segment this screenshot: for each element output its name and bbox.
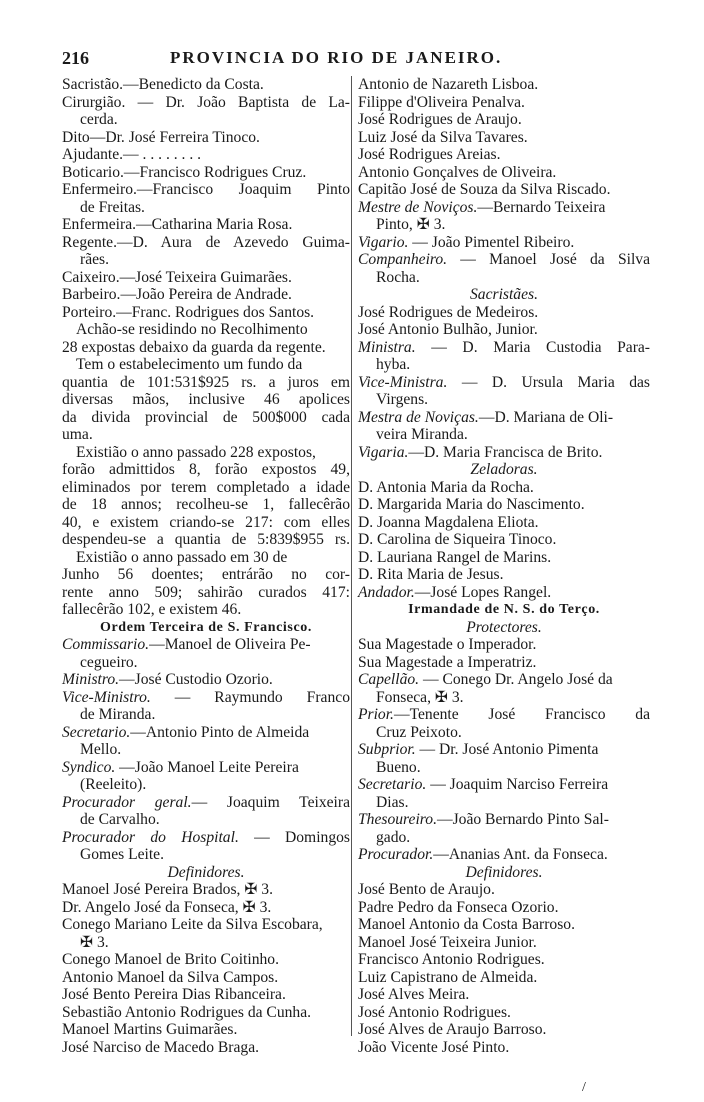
column-divider	[351, 76, 352, 1036]
role-title: Commissario.	[62, 636, 150, 653]
right-column-line: Prior.—Tenente José Francisco da	[358, 706, 650, 723]
left-column-line: cegueiro.	[80, 653, 138, 671]
left-column-line: rente anno 509; sahirão curados 417:	[62, 583, 350, 601]
left-column-line: 28 expostas debaixo da guarda da regente.	[62, 338, 326, 356]
right-column-line: Definidores.	[465, 863, 543, 881]
right-column-line: Irmandade de N. S. do Terço.	[408, 602, 600, 617]
right-column-line: Rocha.	[376, 268, 420, 286]
left-column-line: Enfermeira.—Catharina Maria Rosa.	[62, 216, 293, 233]
right-column-line: Padre Pedro da Fonseca Ozorio.	[358, 898, 559, 916]
role-title: Vice-Ministro.	[62, 688, 175, 706]
right-column-line: Sacristães.	[469, 286, 538, 303]
role-title: Prior.	[358, 706, 394, 723]
right-column-line: Dias.	[376, 793, 409, 811]
role-title: Syndico.	[62, 758, 120, 776]
right-column-line: Antonio de Nazareth Lisboa.	[358, 76, 539, 93]
left-column-line: Dr. Angelo José da Fonseca, ✠ 3.	[62, 898, 272, 916]
right-column-line: Cruz Peixoto.	[376, 723, 462, 741]
right-column	[358, 76, 650, 1056]
left-column-line: Tem o estabelecimento um fundo da	[76, 356, 303, 373]
left-column-line: Manoel Martins Guimarães.	[62, 1021, 238, 1038]
right-column-line: Companheiro. — Manoel José da Silva	[358, 251, 650, 268]
right-column-line: Secretario. — Joaquim Narciso Ferreira	[358, 776, 609, 793]
right-column-line: Zeladoras.	[470, 461, 538, 478]
left-column-line: José Narciso de Macedo Braga.	[62, 1038, 260, 1056]
left-column-line: Ministro.—José Custodio Ozorio.	[62, 671, 273, 688]
left-column-line: Porteiro.—Franc. Rodrigues dos Santos.	[62, 303, 315, 321]
right-column-line: Capellão. — Conego Dr. Angelo José da	[358, 671, 613, 688]
left-column-line: Existião o anno passado 228 expostos,	[76, 443, 316, 461]
role-title: Secretario.	[358, 776, 431, 793]
left-column-line: Procurador do Hospital. — Domingos	[62, 828, 350, 846]
right-column-line: veira Miranda.	[376, 426, 468, 443]
running-title: PROVINCIA DO RIO DE JANEIRO.	[170, 48, 503, 67]
left-column-line: (Reeleito).	[80, 776, 147, 793]
left-column-line: 40, e existem criando-se 217: com elles	[62, 513, 350, 531]
left-column-line: Sebastião Antonio Rodrigues da Cunha.	[62, 1003, 312, 1021]
role-title: Vice-Ministra.	[358, 373, 462, 391]
left-column-line: Cirurgião. — Dr. João Baptista de La-	[62, 93, 350, 111]
left-column-line: Vice-Ministro. — Raymundo Franco	[62, 688, 350, 706]
left-column-line: Barbeiro.—João Pereira de Andrade.	[62, 286, 292, 303]
right-column-line: Bueno.	[376, 758, 421, 776]
right-column-line: D. Lauriana Rangel de Marins.	[358, 548, 552, 566]
role-title: Procurador geral.	[62, 793, 192, 811]
right-column-line: José Alves Meira.	[358, 986, 470, 1003]
left-column-line: despendeu-se a quantia de 5:839$955 rs.	[62, 531, 350, 548]
left-column-line: forão admittidos 8, forão expostos 49,	[62, 461, 350, 478]
left-column-line: Antonio Manoel da Silva Campos.	[62, 968, 279, 986]
right-column-line: Virgens.	[376, 391, 429, 408]
right-column-line: gado.	[376, 828, 411, 846]
left-column-line: Existião o anno passado em 30 de	[76, 548, 288, 566]
left-column-line: ✠ 3.	[80, 933, 109, 951]
left-column-line: da divida provincial de 500$000 cada	[62, 408, 350, 426]
role-title: Capellão.	[358, 671, 423, 688]
left-column-line: uma.	[62, 426, 93, 443]
right-column-line: hyba.	[376, 356, 411, 373]
right-column-line: Francisco Antonio Rodrigues.	[358, 951, 545, 968]
left-column-line: José Bento Pereira Dias Ribanceira.	[62, 986, 286, 1003]
right-column-line: Protectores.	[466, 618, 542, 636]
right-column-line: José Antonio Rodrigues.	[358, 1003, 511, 1021]
left-column-line: de 18 annos; recolheu-se 1, fallecêrão	[62, 496, 350, 513]
left-column	[62, 76, 350, 1056]
left-column-line: Mello.	[80, 741, 122, 758]
right-column-line: D. Rita Maria de Jesus.	[358, 566, 504, 583]
role-title: Vigario.	[358, 233, 413, 251]
role-title: Ministra.	[358, 338, 432, 356]
right-column-line: Mestra de Noviças.—D. Mariana de Oli-	[358, 408, 614, 426]
role-title: Secretario.	[62, 723, 131, 741]
right-column-line: Ministra. — D. Maria Custodia Para-	[358, 338, 650, 356]
right-column-line: Sua Magestade a Imperatriz.	[358, 653, 537, 671]
role-title: Procurador.	[358, 846, 434, 863]
right-column-line: Manoel Antonio da Costa Barroso.	[358, 916, 575, 933]
role-title: Thesoureiro.	[358, 811, 437, 828]
left-column-line: rães.	[80, 251, 110, 268]
right-column-line: Thesoureiro.—João Bernardo Pinto Sal-	[358, 811, 609, 828]
running-header	[62, 48, 552, 72]
left-column-line: Achão-se residindo no Recolhimento	[76, 321, 308, 338]
left-column-line: Conego Mariano Leite da Silva Escobara,	[62, 916, 323, 933]
left-column-line: Sacristão.—Benedicto da Costa.	[62, 76, 264, 93]
right-column-line: José Rodrigues de Araujo.	[358, 111, 522, 128]
right-column-line: D. Margarida Maria do Nascimento.	[358, 496, 585, 513]
right-column-line: Vigario. — João Pimentel Ribeiro.	[358, 233, 575, 251]
right-column-line: Mestre de Noviços.—Bernardo Teixeira	[358, 198, 606, 216]
role-title: Mestre de Noviços.	[358, 198, 478, 216]
left-column-line: eliminados por terem completado a idade	[62, 478, 350, 496]
right-column-line: Antonio Gonçalves de Oliveira.	[358, 163, 557, 181]
left-column-line: fallecêrão 102, e existem 46.	[62, 601, 242, 618]
right-column-line: José Rodrigues de Medeiros.	[358, 303, 539, 321]
right-column-line: João Vicente José Pinto.	[358, 1038, 510, 1056]
right-column-line: Pinto, ✠ 3.	[376, 216, 446, 233]
page-number: 216	[62, 48, 89, 68]
role-title: Subprior.	[358, 741, 420, 758]
left-column-line: Conego Manoel de Brito Coitinho.	[62, 951, 279, 968]
left-column-line: Manoel José Pereira Brados, ✠ 3.	[62, 881, 273, 898]
right-column-line: Fonseca, ✠ 3.	[376, 688, 464, 706]
right-column-line: Capitão José de Souza da Silva Riscado.	[358, 181, 611, 198]
left-column-line: Syndico. —João Manoel Leite Pereira	[62, 758, 299, 776]
left-column-line: Boticario.—Francisco Rodrigues Cruz.	[62, 163, 307, 181]
left-column-line: de Miranda.	[80, 706, 156, 723]
footer-mark: /	[582, 1080, 586, 1095]
right-column-line: Andador.—José Lopes Rangel.	[358, 583, 552, 601]
left-column-line: Commissario.—Manoel de Oliveira Pe-	[62, 636, 311, 653]
left-column-line: de Carvalho.	[80, 811, 160, 828]
left-column-line: Enfermeiro.—Francisco Joaquim Pinto	[62, 181, 350, 198]
left-column-line: Ordem Terceira de S. Francisco.	[100, 619, 312, 635]
right-column-line: Vigaria.—D. Maria Francisca de Brito.	[358, 443, 603, 461]
role-title: Mestra de Noviças.	[358, 408, 479, 426]
left-column-line: Dito—Dr. José Ferreira Tinoco.	[62, 128, 260, 146]
right-column-line: Luiz Capistrano de Almeida.	[358, 968, 538, 986]
right-column-line: Sua Magestade o Imperador.	[358, 636, 537, 653]
left-column-line: Junho 56 doentes; entrárão no cor-	[62, 566, 350, 583]
right-column-line: José Antonio Bulhão, Junior.	[358, 321, 538, 338]
right-column-line: Vice-Ministra. — D. Ursula Maria das	[358, 373, 650, 391]
left-column-line: quantia de 101:531$925 rs. a juros em	[62, 373, 350, 391]
right-column-line: Procurador.—Ananias Ant. da Fonseca.	[358, 846, 608, 863]
right-column-line: José Bento de Araujo.	[358, 881, 495, 898]
right-column-line: D. Antonia Maria da Rocha.	[358, 478, 534, 496]
left-column-line: Secretario.—Antonio Pinto de Almeida	[62, 723, 310, 741]
role-title: Companheiro.	[358, 251, 461, 268]
right-column-line: José Rodrigues Areias.	[358, 146, 501, 163]
left-column-line: Ajudante.— . . . . . . . .	[62, 146, 202, 163]
right-column-line: Subprior. — Dr. José Antonio Pimenta	[358, 741, 599, 758]
role-title: Procurador do Hospital.	[62, 828, 255, 846]
left-column-line: Procurador geral.— Joaquim Teixeira	[62, 793, 350, 811]
right-column-line: D. Carolina de Siqueira Tinoco.	[358, 531, 557, 548]
role-title: Ministro.	[62, 671, 120, 688]
left-column-line: cerda.	[80, 111, 118, 128]
left-column-line: Caixeiro.—José Teixeira Guimarães.	[62, 268, 292, 286]
left-column-line: diversas mãos, inclusive 46 apolices	[62, 391, 350, 408]
right-column-line: Manoel José Teixeira Junior.	[358, 933, 537, 951]
right-column-line: José Alves de Araujo Barroso.	[358, 1021, 547, 1038]
role-title: Andador.	[358, 583, 415, 601]
left-column-line: Definidores.	[167, 863, 245, 881]
right-column-line: Filippe d'Oliveira Penalva.	[358, 93, 525, 111]
left-column-line: de Freitas.	[80, 198, 145, 216]
left-column-line: Gomes Leite.	[80, 846, 165, 863]
right-column-line: Luiz José da Silva Tavares.	[358, 128, 528, 146]
right-column-line: D. Joanna Magdalena Eliota.	[358, 513, 539, 531]
left-column-line: Regente.—D. Aura de Azevedo Guima-	[62, 233, 350, 251]
role-title: Vigaria.	[358, 443, 409, 461]
